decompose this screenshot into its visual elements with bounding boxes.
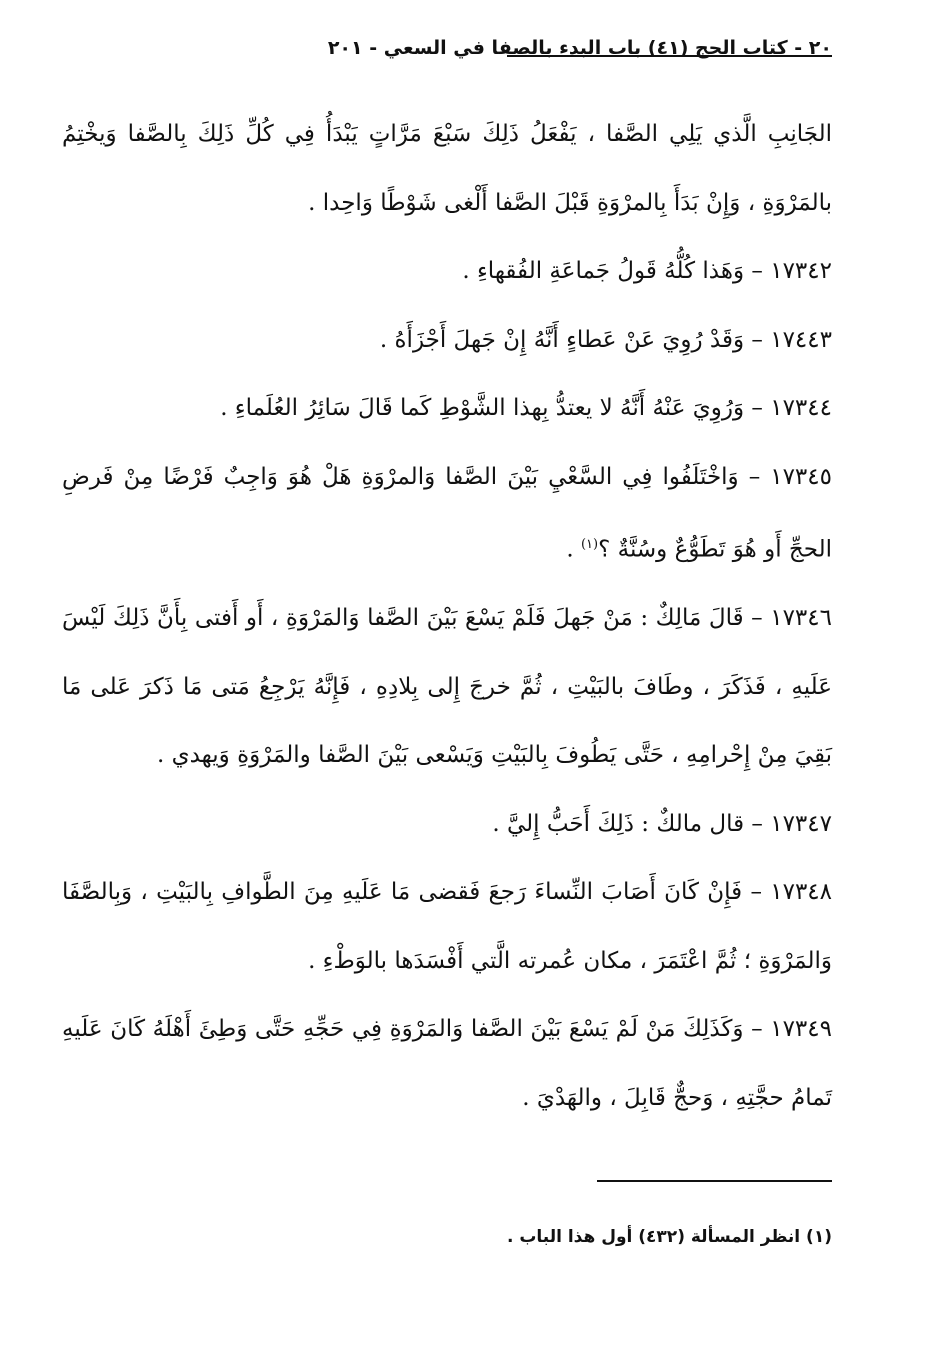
paragraph-text: وَاخْتَلَفُوا فِي السَّعْيِ بَيْنَ الصَّفا وَالمرْوَةِ هَلْ هُوَ وَاجِبٌ فَرْضًا مِنْ فَرضِ الحجِّ أَو هُوَ تَطَوُّعٌ وسُنَّةٌ ؟ — [62, 463, 832, 563]
paragraph-dash: – — [744, 810, 771, 837]
footnote-text: انظر المسألة (٤٣٢) أول هذا الباب . — [506, 1227, 801, 1247]
paragraph-number: ١٧٣٤٤ — [770, 395, 832, 421]
paragraph-text: وَرُوِيَ عَنْهُ أَنَّهُ لا يعتدُّ بِهذا الشَّوْطِ كَما قَالَ سَائِرُ العُلَماءِ . — [220, 395, 745, 421]
footnote-1 — [62, 1222, 832, 1252]
paragraph-number: ١٧٤٤٣ — [770, 326, 832, 353]
paragraph-dash: – — [742, 879, 771, 906]
paragraph-17349 — [62, 995, 832, 1132]
paragraph-text: قَالَ مَالِكٌ : مَنْ جَهلَ فَلَمْ يَسْعَ بَيْنَ الصَّفا وَالمَرْوَةِ ، أَو أَفتى بِأَنَّ ذَلِكَ لَيْسَ عَلَيهِ ، فَذَكَرَ ، وطَافَ بالبَيْتِ ، ثُمَّ خرجَ إِلى بِلادِهِ ، فَإِنَّهُ يَرْجِعُ مَتى مَا ذَكرَ عَلى مَا بَقِيَ مِنْ إِحْرامِهِ ، حَتَّى يَطُوفَ بِالبَيْتِ وَيَسْعى بَيْنَ الصَّفا والمَرْوَةِ وَيهدي . — [62, 605, 832, 769]
paragraph-dash: – — [738, 463, 771, 490]
paragraph-text: وَقَدْ رُوِيَ عَنْ عَطاءٍ أَنَّهُ إِنْ جَهلَ أَجْزَأَهُ . — [379, 326, 745, 353]
paragraph-continuation — [62, 100, 832, 237]
running-header — [62, 30, 832, 66]
paragraph-end: . — [566, 536, 581, 563]
paragraph-dash: – — [744, 326, 771, 353]
paragraph-17345 — [62, 443, 832, 585]
paragraph-text: فَإِنْ كَانَ أَصَابَ النِّساءَ رَجعَ فَقضى مَا عَلَيهِ مِنَ الطَّوافِ بِالبَيْتِ ، وَبِالصَّفَا وَالمَرْوَةِ ؛ ثُمَّ اعْتَمَرَ ، مكان عُمرته الَّتي أَفْسَدَها بالوَطْءِ . — [62, 879, 832, 974]
running-head-text: ٢٠ - كتاب الحج (٤١) باب البدء بالصفا في السعي - ٢٠١ — [327, 37, 832, 59]
paragraph-dash: – — [743, 1016, 771, 1043]
paragraph-17344 — [62, 374, 832, 443]
paragraph-number: ١٧٣٤٨ — [770, 879, 833, 906]
paragraph-number: ١٧٣٤٦ — [770, 605, 832, 632]
footnote-rule — [597, 1180, 832, 1182]
paragraph-17342 — [62, 237, 832, 306]
paragraph-text: قال مالكٌ : ذَلِكَ أَحَبُّ إِليَّ . — [492, 810, 745, 837]
footnote-reference[interactable]: (١) — [580, 537, 599, 552]
paragraph-number: ١٧٣٤٩ — [770, 1016, 832, 1043]
paragraph-17348 — [62, 858, 832, 995]
paragraph-number: ١٧٣٤٢ — [770, 258, 832, 284]
paragraph-17443 — [62, 306, 832, 375]
footnote-marker: (١) — [806, 1227, 832, 1247]
paragraph-dash: – — [743, 605, 771, 632]
paragraph-17346 — [62, 584, 832, 790]
paragraph-dash: – — [744, 395, 771, 421]
paragraph-number: ١٧٣٤٧ — [770, 810, 832, 837]
header-rule — [507, 55, 832, 57]
paragraph-17347 — [62, 790, 832, 859]
paragraph-number: ١٧٣٤٥ — [770, 463, 832, 490]
paragraph-text: الجَانِبِ الَّذي يَلِي الصَّفا ، يَفْعَلُ ذَلِكَ سَبْعَ مَرَّاتٍ يَبْدَأُ فِي كُلِّ ذَلِكَ بِالصَّفا وَيخْتِمُ بالمَرْوَةِ ، وَإِنْ بَدَأَ بِالمرْوَةِ قَبْلَ الصَّفا أَلْغى شَوْطًا وَاحِدا . — [62, 121, 832, 216]
paragraph-text: وَهَذا كُلُّهُ قَولُ جَماعَةِ الفُقهاءِ . — [462, 258, 745, 284]
paragraph-dash: – — [744, 258, 771, 284]
body-text — [62, 100, 832, 1132]
paragraph-text: وَكَذَلِكَ مَنْ لَمْ يَسْعَ بَيْنَ الصَّفا وَالمَرْوَةِ فِي حَجِّهِ حَتَّى وَطِئَ أَهْلَهُ كَانَ عَلَيهِ تَمامُ حجَّتِهِ ، وَحجٌّ قَابِلَ ، والهَدْيَ . — [62, 1016, 832, 1111]
